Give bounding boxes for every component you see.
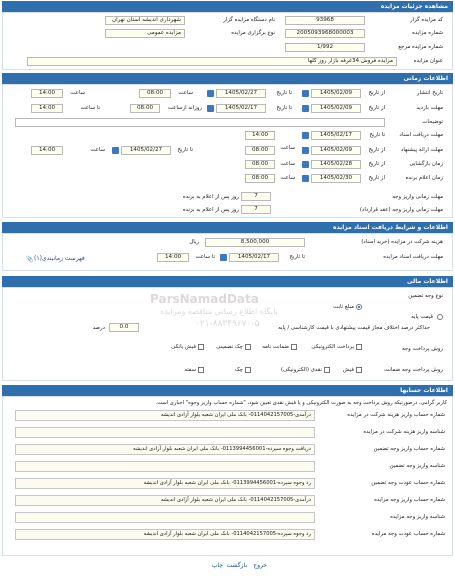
payment-option-checkbox[interactable] (198, 344, 204, 350)
opening-date-label: از تاریخ (368, 161, 385, 167)
account-row-field: دریافت وجوه سپرده-0113994456001- بانک ملی ایران شعبه بلوار آزادی اندیشه (15, 444, 315, 455)
org-label: نام دستگاه مزایده گزار (223, 17, 275, 23)
offer-deadline-label: مهلت ارائه پیشنهاد (401, 147, 443, 153)
offer-to-time-label: ساعت (90, 147, 105, 153)
offer-to-date: 1405/02/27 (121, 146, 171, 155)
offer-to-label: تا تاریخ (177, 147, 193, 153)
terms-section-header: اطلاعات و شرایط دریافت اسناد مزایده (2, 222, 453, 233)
ref-field: 1/992 (285, 43, 365, 52)
calendar-icon[interactable] (302, 132, 309, 139)
terms-doc-date: 1405/02/17 (229, 253, 279, 262)
desc-field (15, 118, 385, 127)
publish-from-date: 1405/02/09 (311, 89, 361, 98)
visit-daily-to: 14:00 (31, 104, 63, 113)
deposit-option-checkbox[interactable] (245, 367, 251, 373)
ref-label: شماره مزایده مرجع (398, 44, 443, 50)
offer-from-date: 1405/02/09 (311, 146, 361, 155)
offer-to-time: 14:00 (31, 146, 63, 155)
calendar-icon[interactable] (302, 90, 309, 97)
account-row-label: شماره حساب واریز وجه تضمین (373, 446, 445, 452)
account-row-label: شناسه واریز هزینه شرکت در مزایده (363, 429, 445, 435)
fee-unit: ریال (189, 239, 199, 245)
exit-link[interactable]: خروج (253, 562, 267, 569)
announce-time-label: ساعت (280, 175, 295, 181)
number-field: 2005093968000003 (285, 29, 365, 38)
print-link[interactable]: چاپ (211, 562, 223, 569)
payment-option-3: چک تضمینی (216, 344, 243, 350)
doc-deadline-time-label: ساعت (280, 145, 295, 151)
payment-option-checkbox[interactable] (356, 344, 362, 350)
deposit-option-checkbox[interactable] (198, 367, 204, 373)
visit-from-date: 1405/02/09 (311, 104, 361, 113)
announce-label: زمان اعلام برنده (405, 175, 443, 181)
percent-label: درصد (92, 325, 105, 331)
account-row-field: درآمدی-0114042157005- بانک ملی ایران شعبه بلوار آزادی اندیشه (15, 495, 315, 506)
account-row-field: رد وجوه سپرده-0114042157005- بانک ملی ایران شعبه بلوار آزادی اندیشه (15, 529, 315, 540)
deposit-option-2: نقدی (الکترونیکی) (280, 367, 322, 373)
account-row-label: شماره حساب عودت وجه تضمین (371, 480, 445, 486)
publish-from-label: از تاریخ (368, 90, 385, 96)
payment-method-label: روش پرداخت وجه (401, 346, 443, 352)
details-section-header: مشاهده جزئیات مزایده (2, 1, 453, 12)
doc-deadline-time: 14:00 (245, 131, 275, 140)
number-label: شماره مزایده (412, 30, 443, 36)
min-increase-field: 0.0 (109, 323, 139, 332)
publish-from-time: 08:00 (139, 89, 171, 98)
contract-suffix: روز پس از اعلام به برنده (182, 207, 239, 213)
deposit-option-3: چک (234, 367, 243, 373)
visit-daily-to-label: تا ساعت (80, 105, 100, 111)
pay-deadline-suffix: روز پس از اعلام به برنده (182, 194, 239, 200)
doc-deadline-date-label: تا تاریخ (369, 132, 385, 138)
calendar-icon[interactable] (220, 254, 227, 261)
doc-deadline-terms-label: مهلت دریافت اسناد مزایده (383, 254, 443, 260)
doc-deadline-date: 1405/02/17 (311, 131, 361, 140)
accounts-section-header: اطلاعات حسابها (2, 385, 453, 396)
type-field: مزایده عمومی (105, 29, 185, 38)
publish-to-date: 1405/02/27 (216, 89, 266, 98)
account-row-field (15, 461, 315, 472)
desc-label: توضیحات (422, 119, 443, 125)
visit-daily-from: 08:00 (130, 104, 160, 113)
pay-deadline-label: مهلت زمانی واریز وجه (392, 194, 443, 200)
doc-deadline-label: مهلت دریافت اسناد (399, 132, 443, 138)
visit-to-label: تا تاریخ (276, 105, 292, 111)
calendar-icon[interactable] (302, 161, 309, 168)
account-row-label: شناسه واریز وجه تضمین (389, 463, 445, 469)
opening-date: 1405/02/28 (311, 160, 361, 169)
account-row-label: شناسه واریز وجه مزایده (390, 514, 445, 520)
publish-time-label: ساعت (178, 90, 193, 96)
account-row-field (15, 427, 315, 438)
calendar-icon[interactable] (207, 90, 214, 97)
deposit-type-label: نوع وجه تضمین (408, 293, 443, 299)
payment-option-2: ضمانت نامه (262, 344, 289, 350)
back-link[interactable]: بازگشت (226, 562, 247, 569)
title-field: مزایده فروش 34غرفه بازار روز گلها (27, 57, 397, 66)
calendar-icon[interactable] (302, 175, 309, 182)
announce-date: 1405/02/30 (311, 174, 361, 183)
calendar-icon[interactable] (112, 147, 119, 154)
calendar-icon[interactable] (302, 105, 309, 112)
account-row-label: شماره حساب واریز هزینه شرکت در مزایده (347, 412, 445, 418)
deposit-method-label: روش پرداخت وجه ضمانت (384, 367, 443, 373)
offer-from-time: 08:00 (245, 146, 275, 155)
watermark-site: ParsNamadData (150, 292, 259, 306)
account-row-field: رد وجوه سپرده-0113994456001- بانک ملی ایران شعبه بلوار آزادی اندیشه (15, 478, 315, 489)
opening-time: 08:00 (245, 160, 275, 169)
doc-file-link[interactable]: فهرست زمانبندی(۱) (34, 255, 85, 262)
terms-date-label: تا تاریخ (289, 254, 305, 260)
visit-to-date: 1405/02/17 (216, 104, 266, 113)
fixed-amount-radio[interactable] (356, 304, 362, 310)
fee-label: هزینه شرکت در مزایده (خرید اسناد) (361, 239, 443, 245)
opening-time-label: ساعت (280, 161, 295, 167)
deposit-option-4: سفته (184, 367, 196, 373)
contract-label: مهلت زمانی واریز وجه (عقد قرارداد) (359, 207, 443, 213)
offer-from-label: از تاریخ (368, 147, 385, 153)
attachment-icon[interactable]: 📎 (26, 256, 34, 263)
account-row-label: شماره حساب عودت وجه مزایده (371, 531, 445, 537)
visit-daily-label: روزانه ازساعت (167, 105, 202, 111)
account-row-label: شماره حساب واریز وجه مزایده (374, 497, 445, 503)
deposit-option-1: فیش (342, 367, 354, 373)
publish-to-time: 14:00 (31, 89, 63, 98)
title-label: عنوان مزایده (413, 58, 443, 64)
timing-section-header: اطلاعات زمانی (2, 73, 453, 84)
fixed-amount-label: مبلغ ثابت (333, 304, 354, 310)
fee-field: 8,500,000 (205, 238, 305, 247)
publish-to-label: تا تاریخ (276, 90, 292, 96)
type-label: نوع برگزاری مزایده (231, 30, 275, 36)
calendar-icon[interactable] (302, 147, 309, 154)
contract-field: 7 (241, 205, 271, 214)
code-field: 93968 (285, 16, 365, 25)
payment-option-checkbox[interactable] (291, 344, 297, 350)
opening-label: زمان بازگشایی (409, 161, 443, 167)
terms-doc-time: 14:00 (157, 253, 189, 262)
financial-section-header: اطلاعات مالی (2, 276, 453, 287)
base-price-radio[interactable] (437, 314, 443, 320)
watermark-line: پایگاه اطلاع رسانی مناقصه ومزایده (160, 307, 278, 316)
publish-label: تاریخ انتشار (416, 90, 443, 96)
accounts-intro: کاربر گرامی، درصورتیکه روش پرداخت وجه به صورت الکترونیکی و یا فیش نقدی تعیین شود، "شماره حساب واریز وجوه" اجباری است. (155, 400, 447, 406)
account-row-field (15, 512, 315, 523)
announce-date-label: از تاریخ (368, 175, 385, 181)
account-row-field: درآمدی-0114042157005- بانک ملی ایران شعبه بلوار آزادی اندیشه (15, 410, 315, 421)
publish-to-time-label: ساعت (70, 90, 85, 96)
visit-from-label: از تاریخ (368, 105, 385, 111)
deposit-option-checkbox[interactable] (356, 367, 362, 373)
org-field: شهرداری اندیشه استان تهران (105, 16, 185, 25)
deposit-option-checkbox[interactable] (324, 367, 330, 373)
calendar-icon[interactable] (207, 105, 214, 112)
visit-label: مهلت بازدید (416, 105, 443, 111)
code-label: کد مزایده گزار (410, 17, 443, 23)
watermark-phone: ۰۲۱-۸۸۳۴۹۶۷۰-۵ (195, 319, 260, 329)
payment-option-1: پرداخت الکترونیکی (311, 344, 354, 350)
pay-deadline-field: 7 (241, 192, 271, 201)
announce-time: 08:00 (245, 174, 275, 183)
terms-time-label: تا ساعت (195, 254, 215, 260)
base-price-label: قیمت پایه (411, 314, 433, 320)
payment-option-4: فیش بانکی (171, 344, 196, 350)
min-increase-label: حداکثر درصد اختلاف مجاز قیمت پیشنهادی با قیمت کارشناسی / پایه (278, 325, 430, 331)
payment-option-checkbox[interactable] (245, 344, 251, 350)
